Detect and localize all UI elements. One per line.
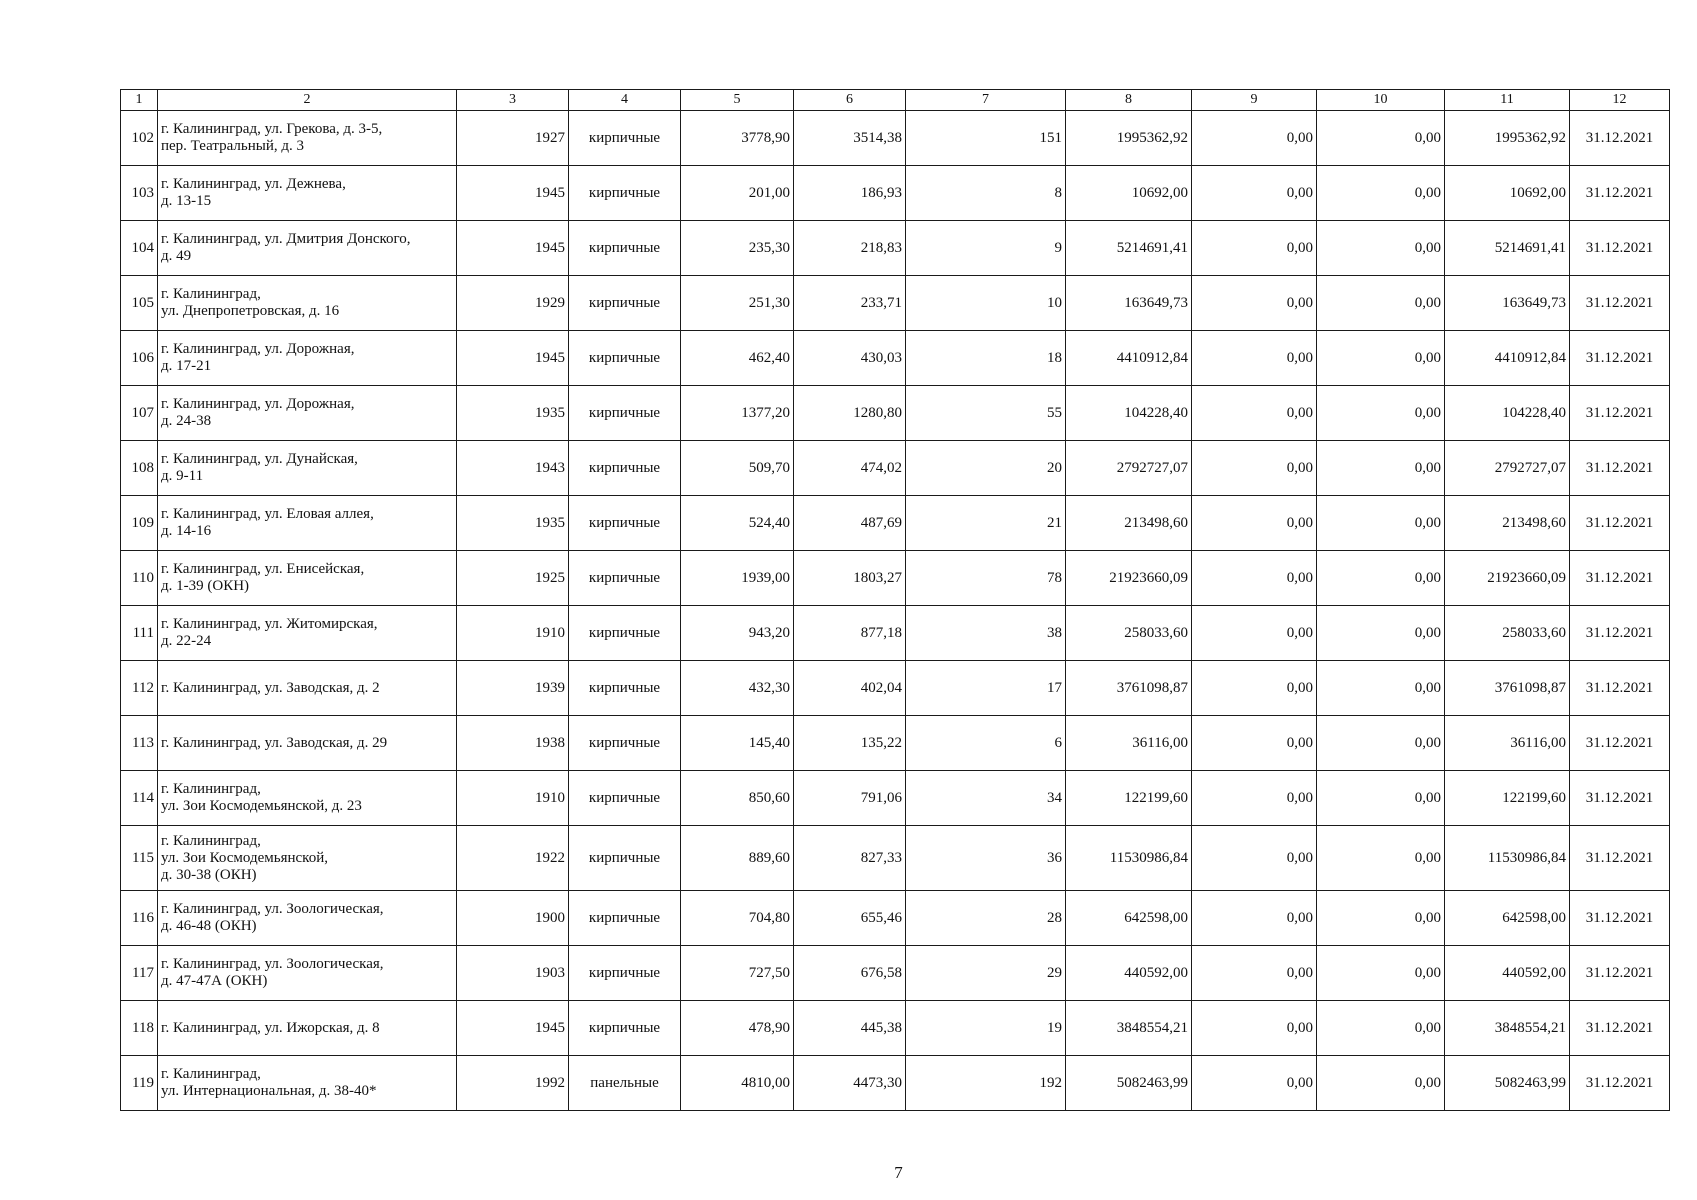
construction-year: 1935 [457,496,569,551]
table-row [121,826,1670,891]
address-line: г. Калининград, ул. Житомирская, [161,616,378,632]
col5-value: 524,40 [681,496,794,551]
date-value: 31.12.2021 [1570,1001,1670,1056]
col6-value: 487,69 [794,496,906,551]
col7-value: 78 [906,551,1066,606]
address-line: г. Калининград, ул. Дунайская, [161,451,358,467]
wall-material: кирпичные [569,111,681,166]
col11-value: 10692,00 [1445,166,1570,221]
col7-value: 28 [906,891,1066,946]
address-line: г. Калининград, [161,781,261,797]
col6-value: 430,03 [794,331,906,386]
col11-value: 5082463,99 [1445,1056,1570,1111]
column-number: 8 [1066,90,1192,111]
col8-value: 5214691,41 [1066,221,1192,276]
col10-value: 0,00 [1317,441,1445,496]
col7-value: 9 [906,221,1066,276]
address [158,441,457,496]
table-row [121,166,1670,221]
col6-value: 827,33 [794,826,906,891]
col5-value: 850,60 [681,771,794,826]
column-number: 7 [906,90,1066,111]
row-number: 105 [121,276,158,331]
col5-value: 727,50 [681,946,794,1001]
row-number: 103 [121,166,158,221]
wall-material: панельные [569,1056,681,1111]
wall-material: кирпичные [569,551,681,606]
col7-value: 10 [906,276,1066,331]
table-row [121,891,1670,946]
col9-value: 0,00 [1192,716,1317,771]
date-value: 31.12.2021 [1570,661,1670,716]
col9-value: 0,00 [1192,891,1317,946]
address-line: г. Калининград, ул. Грекова, д. 3-5, [161,121,383,137]
wall-material: кирпичные [569,276,681,331]
col10-value: 0,00 [1317,1001,1445,1056]
address-line: д. 30-38 (ОКН) [161,866,257,883]
col8-value: 5082463,99 [1066,1056,1192,1111]
construction-year: 1992 [457,1056,569,1111]
address [158,891,457,946]
table-row [121,606,1670,661]
col10-value: 0,00 [1317,111,1445,166]
col7-value: 19 [906,1001,1066,1056]
wall-material: кирпичные [569,891,681,946]
address-line: д. 14-16 [161,523,212,539]
col5-value: 478,90 [681,1001,794,1056]
col9-value: 0,00 [1192,661,1317,716]
col7-value: 8 [906,166,1066,221]
address [158,1001,457,1056]
address [158,331,457,386]
col6-value: 186,93 [794,166,906,221]
construction-year: 1945 [457,166,569,221]
date-value: 31.12.2021 [1570,496,1670,551]
address-line: ул. Зои Космодемьянской, [161,849,328,866]
table-row [121,496,1670,551]
column-number: 10 [1317,90,1445,111]
address-line: г. Калининград, ул. Зоологическая, [161,901,384,917]
address [158,716,457,771]
col11-value: 3761098,87 [1445,661,1570,716]
table-row [121,716,1670,771]
col8-value: 4410912,84 [1066,331,1192,386]
wall-material: кирпичные [569,771,681,826]
address-line: г. Калининград, [161,286,261,302]
construction-year: 1945 [457,1001,569,1056]
col6-value: 402,04 [794,661,906,716]
wall-material: кирпичные [569,166,681,221]
col10-value: 0,00 [1317,166,1445,221]
date-value: 31.12.2021 [1570,826,1670,891]
address-line: д. 1-39 (ОКН) [161,578,250,594]
col6-value: 135,22 [794,716,906,771]
table-row [121,661,1670,716]
row-number: 107 [121,386,158,441]
date-value: 31.12.2021 [1570,606,1670,661]
address [158,1056,457,1111]
address [158,386,457,441]
col11-value: 213498,60 [1445,496,1570,551]
col8-value: 2792727,07 [1066,441,1192,496]
col10-value: 0,00 [1317,891,1445,946]
col6-value: 218,83 [794,221,906,276]
wall-material: кирпичные [569,386,681,441]
col5-value: 943,20 [681,606,794,661]
date-value: 31.12.2021 [1570,386,1670,441]
col5-value: 889,60 [681,826,794,891]
col9-value: 0,00 [1192,441,1317,496]
col8-value: 3761098,87 [1066,661,1192,716]
col11-value: 104228,40 [1445,386,1570,441]
row-number: 102 [121,111,158,166]
col11-value: 5214691,41 [1445,221,1570,276]
col8-value: 163649,73 [1066,276,1192,331]
row-number: 113 [121,716,158,771]
col6-value: 655,46 [794,891,906,946]
col11-value: 4410912,84 [1445,331,1570,386]
address-line: д. 22-24 [161,633,212,649]
column-number: 11 [1445,90,1570,111]
date-value: 31.12.2021 [1570,441,1670,496]
address [158,771,457,826]
date-value: 31.12.2021 [1570,716,1670,771]
column-number-row [121,90,1670,111]
col6-value: 233,71 [794,276,906,331]
row-number: 109 [121,496,158,551]
column-number: 2 [158,90,457,111]
address [158,276,457,331]
col11-value: 122199,60 [1445,771,1570,826]
col5-value: 432,30 [681,661,794,716]
row-number: 114 [121,771,158,826]
col9-value: 0,00 [1192,551,1317,606]
row-number: 112 [121,661,158,716]
wall-material: кирпичные [569,496,681,551]
table-row [121,1056,1670,1111]
col11-value: 1995362,92 [1445,111,1570,166]
col11-value: 258033,60 [1445,606,1570,661]
row-number: 106 [121,331,158,386]
row-number: 108 [121,441,158,496]
table-row [121,111,1670,166]
col8-value: 3848554,21 [1066,1001,1192,1056]
address [158,111,457,166]
col6-value: 3514,38 [794,111,906,166]
column-number: 6 [794,90,906,111]
column-number: 1 [121,90,158,111]
table-row [121,441,1670,496]
address-line: г. Калининград, ул. Ижорская, д. 8 [161,1019,380,1036]
address [158,496,457,551]
address-line: г. Калининград, ул. Дорожная, [161,396,355,412]
address-line: г. Калининград, ул. Енисейская, [161,561,365,577]
construction-year: 1935 [457,386,569,441]
col7-value: 38 [906,606,1066,661]
column-number: 3 [457,90,569,111]
col10-value: 0,00 [1317,661,1445,716]
col10-value: 0,00 [1317,826,1445,891]
date-value: 31.12.2021 [1570,276,1670,331]
col5-value: 3778,90 [681,111,794,166]
col11-value: 2792727,07 [1445,441,1570,496]
address-line: г. Калининград, ул. Заводская, д. 29 [161,734,388,751]
col8-value: 122199,60 [1066,771,1192,826]
col5-value: 1377,20 [681,386,794,441]
col5-value: 201,00 [681,166,794,221]
col5-value: 4810,00 [681,1056,794,1111]
table-row [121,276,1670,331]
col11-value: 3848554,21 [1445,1001,1570,1056]
table-body [121,90,1670,1111]
col6-value: 877,18 [794,606,906,661]
col10-value: 0,00 [1317,606,1445,661]
col11-value: 642598,00 [1445,891,1570,946]
address-line: г. Калининград, ул. Еловая аллея, [161,506,374,522]
col7-value: 34 [906,771,1066,826]
col5-value: 509,70 [681,441,794,496]
col9-value: 0,00 [1192,606,1317,661]
row-number: 118 [121,1001,158,1056]
col7-value: 20 [906,441,1066,496]
row-number: 110 [121,551,158,606]
table-row [121,221,1670,276]
col11-value: 11530986,84 [1445,826,1570,891]
date-value: 31.12.2021 [1570,551,1670,606]
address-line: д. 46-48 (ОКН) [161,918,257,934]
col8-value: 104228,40 [1066,386,1192,441]
col8-value: 440592,00 [1066,946,1192,1001]
address-line: г. Калининград, ул. Заводская, д. 2 [161,679,380,696]
column-number: 5 [681,90,794,111]
col8-value: 11530986,84 [1066,826,1192,891]
table-row [121,1001,1670,1056]
wall-material: кирпичные [569,946,681,1001]
col10-value: 0,00 [1317,496,1445,551]
col7-value: 21 [906,496,1066,551]
col5-value: 235,30 [681,221,794,276]
col10-value: 0,00 [1317,771,1445,826]
col7-value: 55 [906,386,1066,441]
construction-year: 1925 [457,551,569,606]
col5-value: 462,40 [681,331,794,386]
col11-value: 440592,00 [1445,946,1570,1001]
construction-year: 1945 [457,221,569,276]
address [158,551,457,606]
table-row [121,331,1670,386]
date-value: 31.12.2021 [1570,221,1670,276]
construction-year: 1922 [457,826,569,891]
col9-value: 0,00 [1192,496,1317,551]
address-line: д. 17-21 [161,358,212,374]
wall-material: кирпичные [569,441,681,496]
col7-value: 17 [906,661,1066,716]
address-line: г. Калининград, [161,832,261,849]
col6-value: 4473,30 [794,1056,906,1111]
col5-value: 145,40 [681,716,794,771]
construction-year: 1939 [457,661,569,716]
date-value: 31.12.2021 [1570,166,1670,221]
col10-value: 0,00 [1317,946,1445,1001]
col6-value: 1280,80 [794,386,906,441]
address-line: г. Калининград, [161,1066,261,1082]
col11-value: 163649,73 [1445,276,1570,331]
col8-value: 213498,60 [1066,496,1192,551]
address-line: д. 49 [161,248,192,264]
table-row [121,946,1670,1001]
col9-value: 0,00 [1192,1056,1317,1111]
wall-material: кирпичные [569,661,681,716]
date-value: 31.12.2021 [1570,946,1670,1001]
construction-year: 1929 [457,276,569,331]
col10-value: 0,00 [1317,716,1445,771]
address [158,606,457,661]
col8-value: 21923660,09 [1066,551,1192,606]
table-row [121,771,1670,826]
col6-value: 676,58 [794,946,906,1001]
address-line: пер. Театральный, д. 3 [161,138,305,154]
col10-value: 0,00 [1317,221,1445,276]
date-value: 31.12.2021 [1570,1056,1670,1111]
col8-value: 10692,00 [1066,166,1192,221]
address-line: г. Калининград, ул. Дежнева, [161,176,346,192]
col8-value: 258033,60 [1066,606,1192,661]
construction-year: 1910 [457,771,569,826]
col9-value: 0,00 [1192,946,1317,1001]
column-number: 9 [1192,90,1317,111]
col9-value: 0,00 [1192,276,1317,331]
col6-value: 791,06 [794,771,906,826]
col7-value: 36 [906,826,1066,891]
address-line: г. Калининград, ул. Дмитрия Донского, [161,231,411,247]
construction-year: 1903 [457,946,569,1001]
col10-value: 0,00 [1317,1056,1445,1111]
address-line: ул. Интернациональная, д. 38-40* [161,1083,377,1099]
construction-year: 1938 [457,716,569,771]
construction-year: 1910 [457,606,569,661]
col8-value: 1995362,92 [1066,111,1192,166]
col8-value: 36116,00 [1066,716,1192,771]
column-number: 12 [1570,90,1670,111]
address [158,946,457,1001]
col8-value: 642598,00 [1066,891,1192,946]
col10-value: 0,00 [1317,386,1445,441]
col10-value: 0,00 [1317,331,1445,386]
col7-value: 151 [906,111,1066,166]
address [158,221,457,276]
col7-value: 18 [906,331,1066,386]
wall-material: кирпичные [569,826,681,891]
address [158,166,457,221]
col5-value: 251,30 [681,276,794,331]
col9-value: 0,00 [1192,166,1317,221]
address-line: д. 9-11 [161,468,204,484]
col5-value: 1939,00 [681,551,794,606]
col6-value: 445,38 [794,1001,906,1056]
table-row [121,551,1670,606]
address-line: д. 24-38 [161,413,212,429]
construction-year: 1945 [457,331,569,386]
col10-value: 0,00 [1317,551,1445,606]
col9-value: 0,00 [1192,386,1317,441]
date-value: 31.12.2021 [1570,891,1670,946]
wall-material: кирпичные [569,331,681,386]
col5-value: 704,80 [681,891,794,946]
col11-value: 21923660,09 [1445,551,1570,606]
address-line: д. 47-47А (ОКН) [161,973,268,989]
row-number: 111 [121,606,158,661]
col9-value: 0,00 [1192,771,1317,826]
row-number: 104 [121,221,158,276]
address-line: ул. Днепропетровская, д. 16 [161,303,340,319]
col7-value: 29 [906,946,1066,1001]
row-number: 117 [121,946,158,1001]
row-number: 115 [121,826,158,891]
col9-value: 0,00 [1192,111,1317,166]
col7-value: 192 [906,1056,1066,1111]
col9-value: 0,00 [1192,826,1317,891]
wall-material: кирпичные [569,221,681,276]
row-number: 116 [121,891,158,946]
row-number: 119 [121,1056,158,1111]
wall-material: кирпичные [569,716,681,771]
housing-registry-table [120,89,1670,1111]
address-line: г. Калининград, ул. Зоологическая, [161,956,384,972]
construction-year: 1943 [457,441,569,496]
construction-year: 1927 [457,111,569,166]
col9-value: 0,00 [1192,331,1317,386]
col6-value: 474,02 [794,441,906,496]
column-number: 4 [569,90,681,111]
construction-year: 1900 [457,891,569,946]
wall-material: кирпичные [569,1001,681,1056]
address-line: д. 13-15 [161,193,212,209]
address-line: ул. Зои Космодемьянской, д. 23 [161,798,362,814]
address [158,661,457,716]
address-line: г. Калининград, ул. Дорожная, [161,341,355,357]
wall-material: кирпичные [569,606,681,661]
table-row [121,386,1670,441]
date-value: 31.12.2021 [1570,771,1670,826]
col10-value: 0,00 [1317,276,1445,331]
col9-value: 0,00 [1192,1001,1317,1056]
address [158,826,457,891]
page-number: 7 [894,1163,903,1182]
col11-value: 36116,00 [1445,716,1570,771]
col6-value: 1803,27 [794,551,906,606]
date-value: 31.12.2021 [1570,331,1670,386]
date-value: 31.12.2021 [1570,111,1670,166]
col9-value: 0,00 [1192,221,1317,276]
col7-value: 6 [906,716,1066,771]
